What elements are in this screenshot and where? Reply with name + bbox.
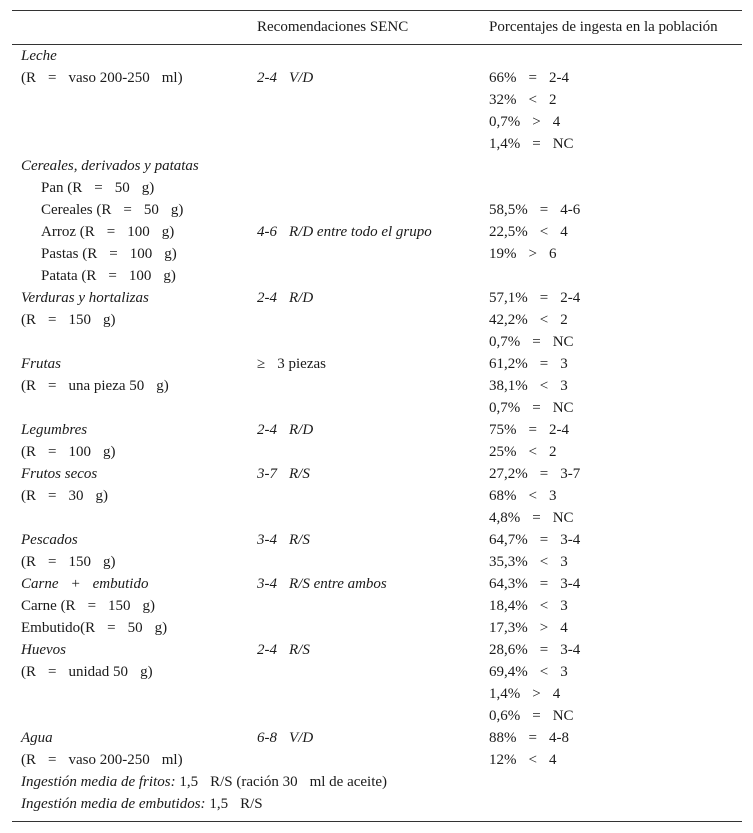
table-row <box>12 221 742 243</box>
table-row <box>12 89 742 111</box>
table-row <box>12 507 742 529</box>
cell-recommendation: 4-6 R/D entre todo el grupo <box>257 224 432 240</box>
cell-intake-percentage: 68% < 3 <box>489 488 557 504</box>
cell-recommendation: 6-8 V/D <box>257 730 314 746</box>
footnote-label: Ingestión media de embutidos: <box>21 796 206 812</box>
cell-food-group: (R = vaso 200-250 ml) <box>21 752 183 768</box>
table-top-rule <box>12 10 742 11</box>
cell-food-group: Cereales (R = 50 g) <box>41 202 184 218</box>
table-row <box>12 67 742 89</box>
cell-recommendation: 2-4 V/D <box>257 70 314 86</box>
cell-intake-percentage: 64,7% = 3-4 <box>489 532 581 548</box>
table-footnote-row <box>12 771 742 793</box>
footnote-value: 1,5 R/S <box>205 796 263 812</box>
footnote-text <box>21 793 263 815</box>
cell-food-group: (R = una pieza 50 g) <box>21 378 169 394</box>
table-row <box>12 485 742 507</box>
cell-intake-percentage: 19% > 6 <box>489 246 557 262</box>
table-row <box>12 573 742 595</box>
table-row <box>12 111 742 133</box>
footnote-text <box>21 771 387 793</box>
cell-intake-percentage: 18,4% < 3 <box>489 598 568 614</box>
cell-recommendation: ≥ 3 piezas <box>257 356 326 372</box>
cell-intake-percentage: 66% = 2-4 <box>489 70 569 86</box>
table-row <box>12 595 742 617</box>
footnote-label: Ingestión media de fritos: <box>21 774 176 790</box>
table-row <box>12 397 742 419</box>
table-row <box>12 661 742 683</box>
table-row <box>12 463 742 485</box>
cell-intake-percentage: 35,3% < 3 <box>489 554 568 570</box>
table-row <box>12 243 742 265</box>
table-row <box>12 617 742 639</box>
cell-recommendation: 3-4 R/S entre ambos <box>257 576 387 592</box>
cell-food-group: (R = 30 g) <box>21 488 108 504</box>
cell-intake-percentage: 1,4% > 4 <box>489 686 561 702</box>
cell-intake-percentage: 25% < 2 <box>489 444 557 460</box>
cell-intake-percentage: 4,8% = NC <box>489 510 574 526</box>
cell-recommendation: 2-4 R/D <box>257 290 314 306</box>
cell-intake-percentage: 27,2% = 3-7 <box>489 466 581 482</box>
cell-recommendation: 2-4 R/D <box>257 422 314 438</box>
table-row <box>12 309 742 331</box>
cell-intake-percentage: 75% = 2-4 <box>489 422 569 438</box>
cell-food-group: (R = 100 g) <box>21 444 116 460</box>
cell-food-group: Frutas <box>21 356 62 372</box>
cell-intake-percentage: 12% < 4 <box>489 752 557 768</box>
table-row <box>12 639 742 661</box>
table-row <box>12 177 742 199</box>
cell-intake-percentage: 42,2% < 2 <box>489 312 568 328</box>
cell-food-group: Cereales, derivados y patatas <box>21 158 199 174</box>
cell-intake-percentage: 32% < 2 <box>489 92 557 108</box>
table-row <box>12 199 742 221</box>
cell-intake-percentage: 64,3% = 3-4 <box>489 576 581 592</box>
cell-food-group: Carne + embutido <box>21 576 149 592</box>
cell-food-group: (R = unidad 50 g) <box>21 664 153 680</box>
header-col2: Recomendaciones SENC <box>257 19 409 35</box>
table-row <box>12 155 742 177</box>
header-col3: Porcentajes de ingesta en la población <box>489 19 718 35</box>
cell-food-group: Pastas (R = 100 g) <box>41 246 177 262</box>
table-row <box>12 551 742 573</box>
cell-food-group: Arroz (R = 100 g) <box>41 224 175 240</box>
cell-intake-percentage: 61,2% = 3 <box>489 356 568 372</box>
cell-food-group: (R = 150 g) <box>21 554 116 570</box>
cell-food-group: (R = vaso 200-250 ml) <box>21 70 183 86</box>
cell-intake-percentage: 0,7% = NC <box>489 400 574 416</box>
cell-intake-percentage: 57,1% = 2-4 <box>489 290 581 306</box>
table-row <box>12 45 742 67</box>
cell-food-group: Huevos <box>21 642 66 658</box>
cell-food-group: (R = 150 g) <box>21 312 116 328</box>
cell-intake-percentage: 38,1% < 3 <box>489 378 568 394</box>
table-row <box>12 375 742 397</box>
cell-intake-percentage: 28,6% = 3-4 <box>489 642 581 658</box>
cell-intake-percentage: 88% = 4-8 <box>489 730 569 746</box>
table-bottom-rule <box>12 821 742 822</box>
cell-intake-percentage: 69,4% < 3 <box>489 664 568 680</box>
table-row <box>12 331 742 353</box>
cell-food-group: Embutido(R = 50 g) <box>21 620 168 636</box>
table-row <box>12 683 742 705</box>
cell-intake-percentage: 0,7% > 4 <box>489 114 561 130</box>
cell-intake-percentage: 58,5% = 4-6 <box>489 202 581 218</box>
cell-intake-percentage: 0,7% = NC <box>489 334 574 350</box>
cell-intake-percentage: 1,4% = NC <box>489 136 574 152</box>
table-row <box>12 287 742 309</box>
table-row <box>12 705 742 727</box>
cell-food-group: Leche <box>21 48 57 64</box>
cell-food-group: Carne (R = 150 g) <box>21 598 156 614</box>
cell-recommendation: 2-4 R/S <box>257 642 310 658</box>
table-row <box>12 749 742 771</box>
cell-intake-percentage: 22,5% < 4 <box>489 224 568 240</box>
table-row <box>12 265 742 287</box>
cell-food-group: Frutos secos <box>21 466 98 482</box>
cell-intake-percentage: 0,6% = NC <box>489 708 574 724</box>
cell-food-group: Legumbres <box>21 422 88 438</box>
cell-recommendation: 3-4 R/S <box>257 532 310 548</box>
cell-food-group: Pescados <box>21 532 78 548</box>
table-row <box>12 727 742 749</box>
cell-intake-percentage: 17,3% > 4 <box>489 620 568 636</box>
table-row <box>12 441 742 463</box>
cell-food-group: Patata (R = 100 g) <box>41 268 176 284</box>
table-row <box>12 529 742 551</box>
table-row <box>12 419 742 441</box>
table-footnote-row <box>12 793 742 815</box>
table-row <box>12 353 742 375</box>
cell-food-group: Pan (R = 50 g) <box>41 180 155 196</box>
cell-food-group: Verduras y hortalizas <box>21 290 149 306</box>
cell-food-group: Agua <box>21 730 53 746</box>
footnote-value: 1,5 R/S (ración 30 ml de aceite) <box>175 774 388 790</box>
cell-recommendation: 3-7 R/S <box>257 466 310 482</box>
table-row <box>12 133 742 155</box>
